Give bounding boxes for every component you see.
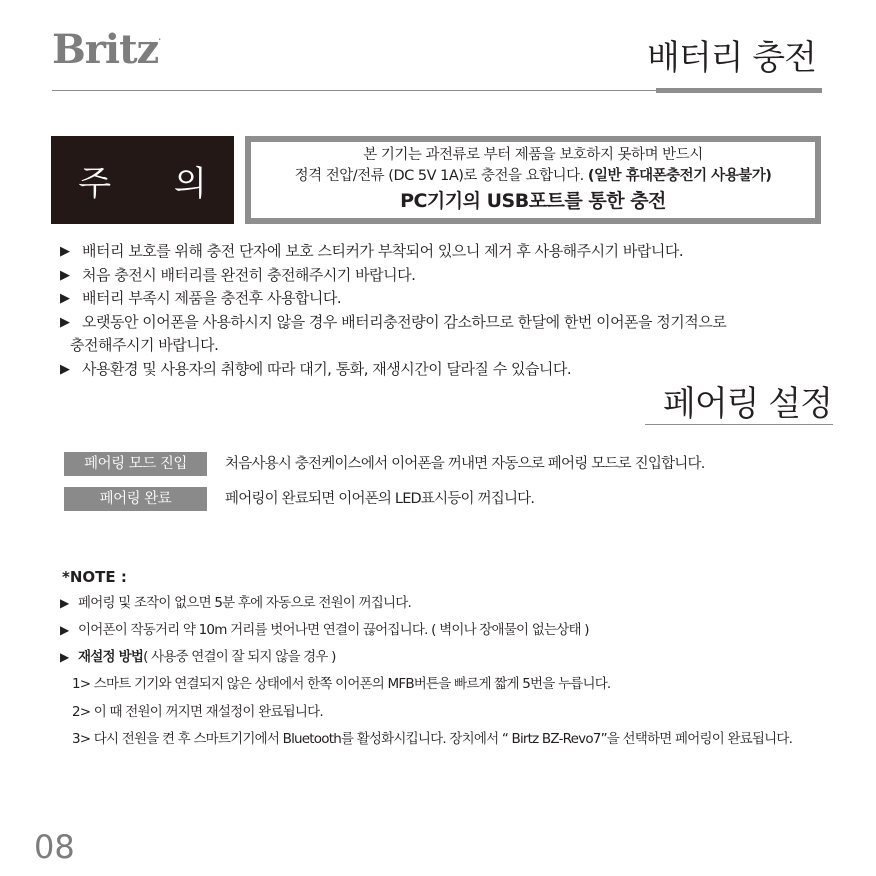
note-heading: *NOTE : [62,568,127,586]
header-rule-accent [656,88,822,93]
list-item: ▶ 오랫동안 이어폰을 사용하시지 않을 경우 배터리충전량이 감소하므로 한달에 한번 이어폰을 정기적으로 [60,311,850,335]
warning-line-2: 정격 전압/전류 (DC 5V 1A)로 충전을 요합니다. (일반 휴대폰충전기 사용불가) [294,168,772,184]
reset-step: 2> 이 때 전원이 꺼지면 재설정이 완료됩니다. [72,703,323,720]
page-number: 08 [34,828,75,866]
warning-label: 주 의 [51,136,234,224]
reset-step: 3> 다시 전원을 켠 후 스마트기기에서 Bluetooth를 활성화시킵니다. 장치에서 “ Birtz BZ-Revo7”을 선택하면 페어링이 완료됩니다. [72,731,793,747]
warning-line-3: PC기기의 USB포트를 통한 충전 [400,190,666,212]
triangle-icon: ▶ [60,291,70,306]
triangle-icon: ▶ [60,623,69,637]
list-item: ▶ 처음 충전시 배터리를 완전히 충전해주시기 바랍니다. [60,264,850,288]
note-item-reset: ▶ 재설정 방법 ( 사용중 연결이 잘 되지 않을 경우 ) [60,644,860,671]
pairing-mode-tag: 페어링 모드 진입 [64,452,207,476]
list-item: ▶ 배터리 보호를 위해 충전 단자에 보호 스티커가 부착되어 있으니 제거 후 사용해주시기 바랍니다. [60,240,850,264]
pairing-complete-tag: 페어링 완료 [64,487,207,511]
brand-logo: Britz. [52,26,161,73]
warning-box [245,136,821,224]
list-item: ▶ 배터리 부족시 제품을 충전후 사용합니다. [60,287,850,311]
pairing-section-title: 페어링 설정 [662,384,832,424]
triangle-icon: ▶ [60,650,69,664]
warning-line-1: 본 기기는 과전류로 부터 제품을 보호하지 못하며 반드시 [363,147,703,163]
triangle-icon: ▶ [60,267,70,283]
pairing-complete-desc: 페어링이 완료되면 이어폰의 LED표시등이 꺼집니다. [225,491,535,507]
header-rule [52,90,656,91]
note-item: ▶ 이어폰이 작동거리 약 10m 거리를 벗어나면 연결이 끊어집니다. ( 벽이나 장애물이 없는상태 ) [60,617,860,644]
note-list [60,590,860,754]
triangle-icon: ▶ [60,596,69,610]
note-item: ▶ 페어링 및 조작이 없으면 5분 후에 자동으로 전원이 꺼집니다. [60,590,860,617]
triangle-icon: ▶ [60,361,70,377]
list-item: ▶ 사용환경 및 사용자의 취향에 따라 대기, 통화, 재생시간이 달라질 수 있습니다. [60,358,850,382]
pairing-title-rule [645,424,833,425]
pairing-mode-desc: 처음사용시 충전케이스에서 이어폰을 꺼내면 자동으로 페어링 모드로 진입합니다. [225,456,705,472]
list-item-continuation: 충전해주시기 바랍니다. [70,336,219,354]
charge-bullet-list [60,240,850,381]
triangle-icon: ▶ [60,314,70,330]
reset-step: 1> 스마트 기기와 연결되지 않은 상태에서 한쪽 이어폰의 MFB버튼을 빠르게 짧게 5번을 누릅니다. [72,676,611,692]
triangle-icon: ▶ [60,244,70,259]
charge-section-title: 배터리 충전 [646,38,816,78]
